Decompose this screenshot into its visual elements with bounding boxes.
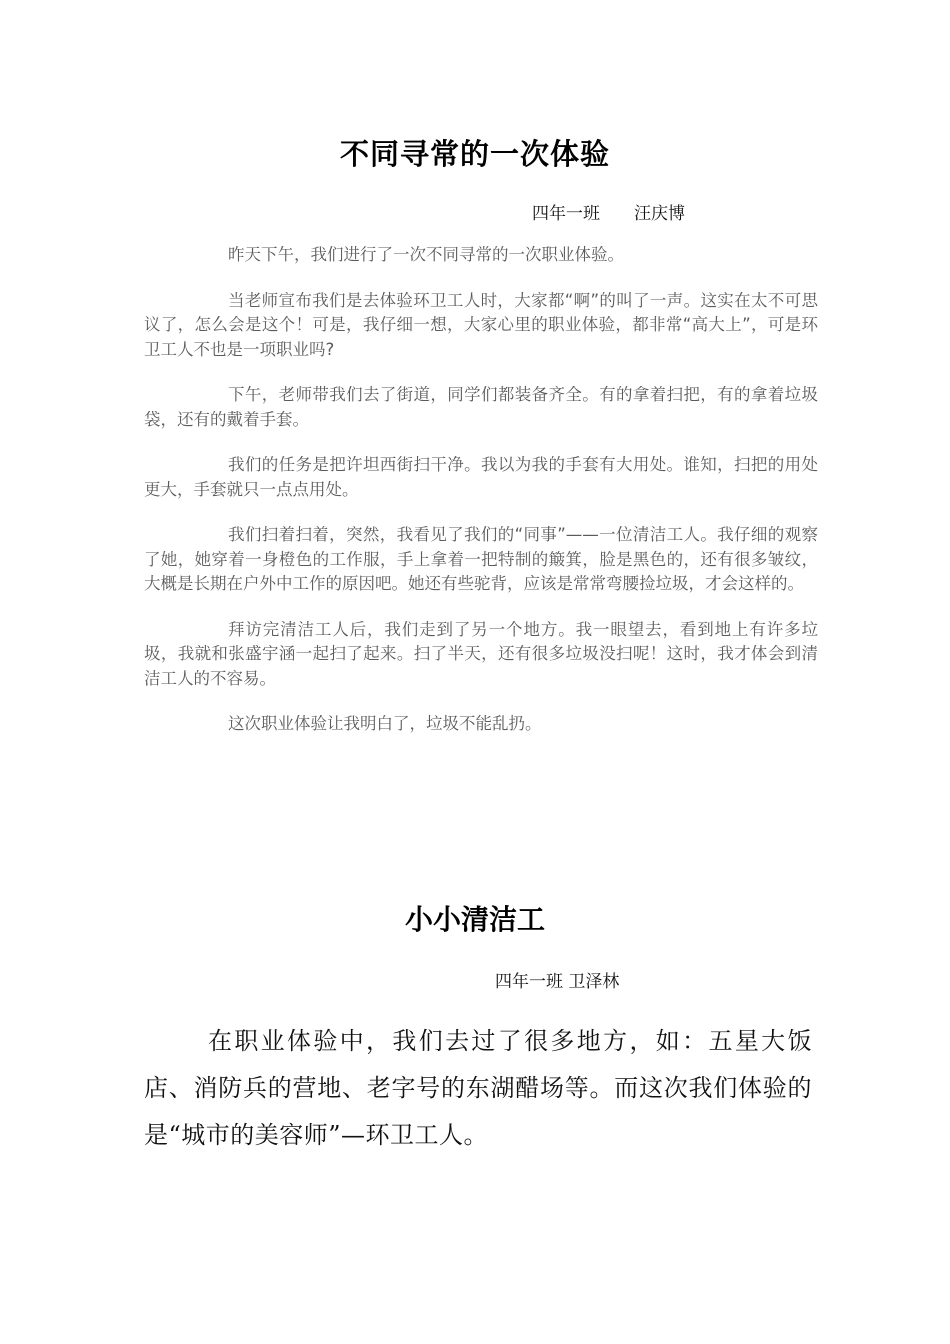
essay-1-title: 不同寻常的一次体验 <box>339 137 610 171</box>
essay-1-paragraph: 我们的任务是把许坦西街扫干净。我以为我的手套有大用处。谁知，扫把的用处更大，手套就只一点点用处。 <box>144 455 818 499</box>
essay-2-byline: 四年一班 卫泽林 <box>495 972 620 992</box>
essay-1-paragraph: 拜访完清洁工人后，我们走到了另一个地方。我一眼望去，看到地上有许多垃圾，我就和张盛宇涵一起扫了起来。扫了半天，还有很多垃圾没扫呢！这时，我才体会到清洁工人的不容易。 <box>144 619 818 688</box>
essay-1-paragraph: 我们扫着扫着，突然，我看见了我们的“同事”——一位清洁工人。我仔细的观察了她，她穿着一身橙色的工作服，手上拿着一把特制的簸箕，脸是黑色的，还有很多皱纹，大概是长期在户外中工作的原因吧。她还有些驼背，应该是常常弯腰捡垃圾，才会这样的。 <box>144 525 818 593</box>
essay-1-byline: 四年一班 汪庆博 <box>532 204 685 224</box>
essay-1-paragraph: 这次职业体验让我明白了，垃圾不能乱扔。 <box>228 714 542 733</box>
essay-1-body <box>144 243 818 758</box>
essay-1-paragraph: 下午，老师带我们去了街道，同学们都装备齐全。有的拿着扫把，有的拿着垃圾袋，还有的戴着手套。 <box>144 385 818 429</box>
essay-2-paragraph: 在职业体验中，我们去过了很多地方，如：五星大饭店、消防兵的营地、老字号的东湖醋场等。而这次我们体验的是“城市的美容师”—环卫工人。 <box>144 1027 812 1149</box>
essay-1-paragraph: 昨天下午，我们进行了一次不同寻常的一次职业体验。 <box>228 245 624 264</box>
essay-2-body <box>144 1018 812 1159</box>
essay-1-paragraph: 当老师宣布我们是去体验环卫工人时，大家都“啊”的叫了一声。这实在太不可思议了，怎么会是这个！可是，我仔细一想，大家心里的职业体验，都非常“高大上”，可是环卫工人不也是一项职业吗? <box>144 290 818 359</box>
essay-2-title: 小小清洁工 <box>404 903 545 936</box>
